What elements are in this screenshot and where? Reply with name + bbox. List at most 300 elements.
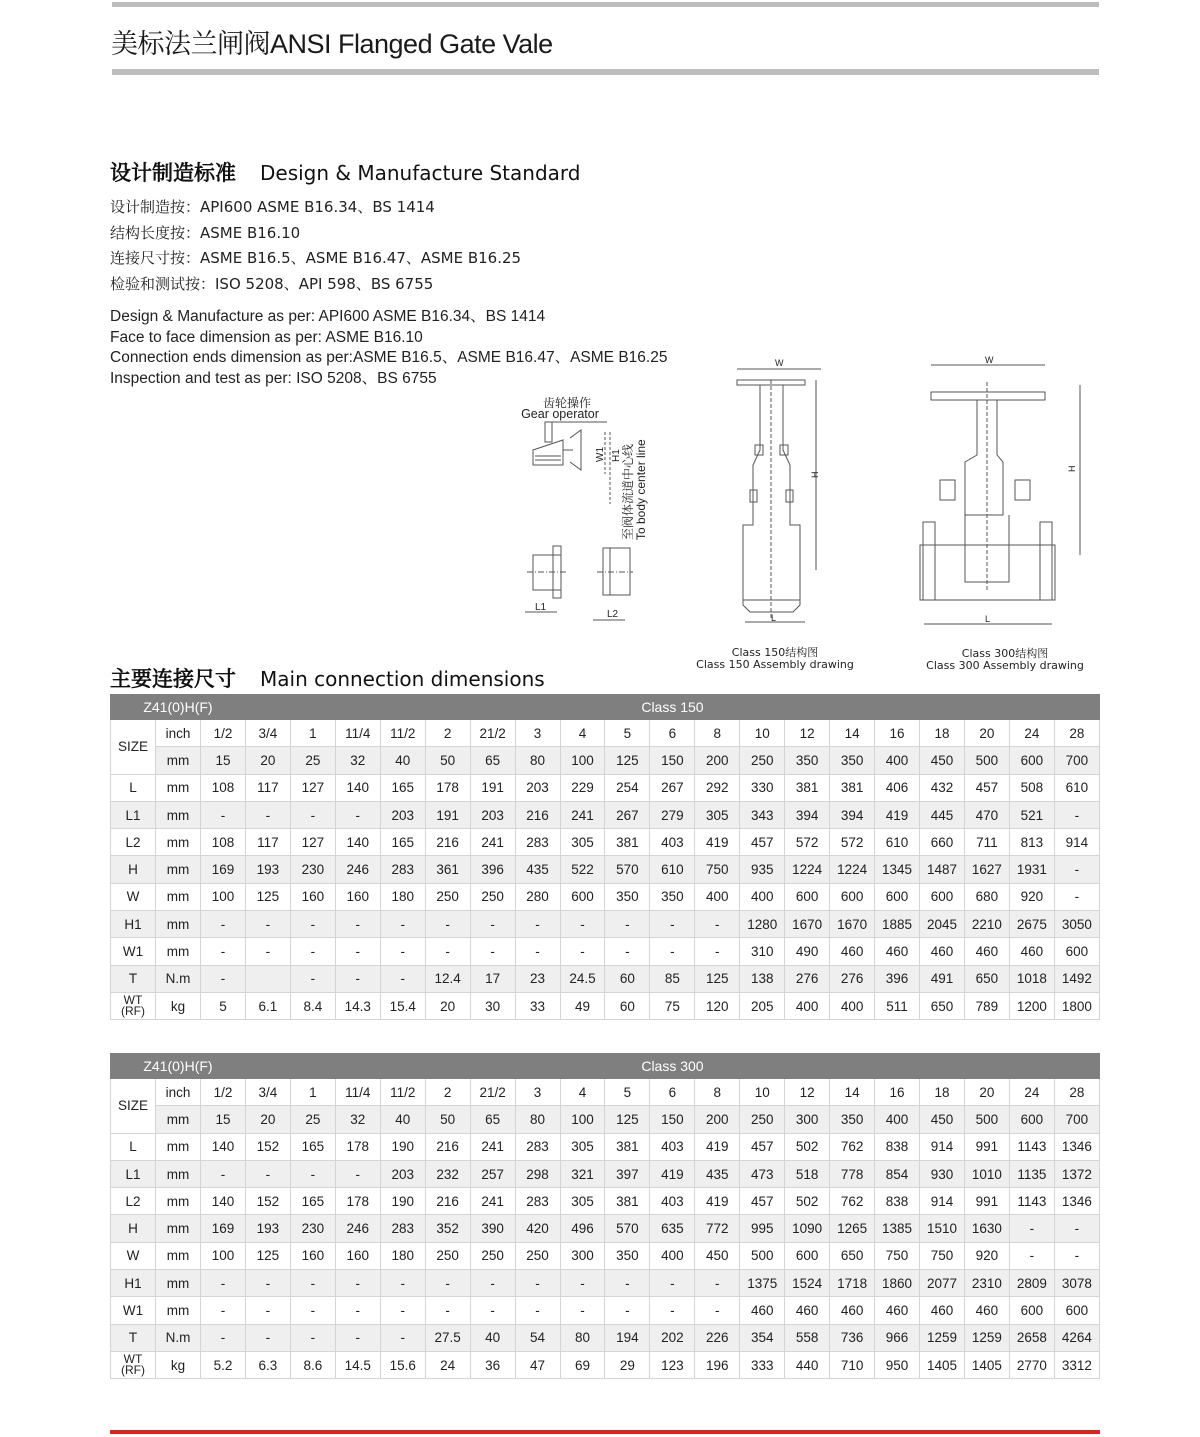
class300-w-label: W bbox=[985, 355, 994, 365]
class300-caption bbox=[915, 648, 1095, 672]
value-cell: - bbox=[605, 1270, 650, 1297]
table-row bbox=[111, 1133, 1100, 1160]
class300-l-label: L bbox=[985, 614, 991, 624]
size-inch-cell: 11/4 bbox=[335, 1079, 380, 1106]
value-cell: 1224 bbox=[785, 856, 830, 883]
value-cell: 178 bbox=[335, 1133, 380, 1160]
value-cell: - bbox=[245, 801, 290, 828]
value-cell: - bbox=[515, 1297, 560, 1324]
value-cell: 1143 bbox=[1009, 1133, 1054, 1160]
value-cell: 160 bbox=[290, 1242, 335, 1269]
table-row bbox=[111, 1242, 1100, 1269]
value-cell: - bbox=[290, 911, 335, 938]
standards-heading-cn: 设计制造标准 bbox=[110, 161, 236, 185]
value-cell: 254 bbox=[605, 774, 650, 801]
value-cell: 120 bbox=[695, 992, 740, 1019]
row-label: H1 bbox=[111, 1270, 156, 1297]
unit-cell: mm bbox=[156, 829, 201, 856]
value-cell: 8.6 bbox=[290, 1351, 335, 1378]
row-label: W1 bbox=[111, 938, 156, 965]
value-cell: 995 bbox=[740, 1215, 785, 1242]
value-cell: 920 bbox=[1009, 883, 1054, 910]
value-cell: 203 bbox=[470, 801, 515, 828]
value-cell: 27.5 bbox=[425, 1324, 470, 1351]
size-mm-cell: 32 bbox=[335, 747, 380, 774]
value-cell: 419 bbox=[695, 829, 740, 856]
size-mm-row bbox=[111, 1106, 1100, 1133]
row-label: H bbox=[111, 1215, 156, 1242]
value-cell: 283 bbox=[515, 1133, 560, 1160]
size-inch-cell: 21/2 bbox=[470, 720, 515, 747]
value-cell: 570 bbox=[605, 1215, 650, 1242]
size-mm-cell: 40 bbox=[380, 1106, 425, 1133]
value-cell: 457 bbox=[964, 774, 1009, 801]
value-cell: 397 bbox=[605, 1160, 650, 1187]
value-cell: 460 bbox=[875, 1297, 920, 1324]
dimensions-heading bbox=[110, 663, 545, 693]
standard-line-cn: 结构长度按：ASME B16.10 bbox=[110, 223, 301, 242]
size-mm-cell: 15 bbox=[201, 1106, 246, 1133]
size-inch-cell: 1/2 bbox=[201, 1079, 246, 1106]
value-cell: 165 bbox=[380, 774, 425, 801]
value-cell: 991 bbox=[964, 1133, 1009, 1160]
unit-cell: mm bbox=[156, 774, 201, 801]
value-cell: 246 bbox=[335, 1215, 380, 1242]
value-cell: 279 bbox=[650, 801, 695, 828]
value-cell: - bbox=[201, 911, 246, 938]
value-cell: 241 bbox=[470, 1188, 515, 1215]
value-cell: 1345 bbox=[875, 856, 920, 883]
value-cell: - bbox=[560, 1270, 605, 1297]
value-cell: 460 bbox=[785, 1297, 830, 1324]
value-cell: 127 bbox=[290, 829, 335, 856]
value-cell: - bbox=[560, 1297, 605, 1324]
row-label: T bbox=[111, 1324, 156, 1351]
value-cell: 361 bbox=[425, 856, 470, 883]
value-cell: - bbox=[335, 1324, 380, 1351]
value-cell: 762 bbox=[830, 1133, 875, 1160]
value-cell: 283 bbox=[515, 829, 560, 856]
value-cell: - bbox=[1054, 801, 1099, 828]
value-cell: 1931 bbox=[1009, 856, 1054, 883]
class300-h-label: H bbox=[1067, 465, 1077, 472]
value-cell: 1630 bbox=[964, 1215, 1009, 1242]
row-label: L2 bbox=[111, 829, 156, 856]
size-mm-cell: 350 bbox=[830, 1106, 875, 1133]
class150-w-label: W bbox=[775, 358, 784, 368]
value-cell: 600 bbox=[1009, 1297, 1054, 1324]
value-cell: 1385 bbox=[875, 1215, 920, 1242]
value-cell: 457 bbox=[740, 1188, 785, 1215]
value-cell: 203 bbox=[515, 774, 560, 801]
value-cell: 914 bbox=[920, 1133, 965, 1160]
unit-cell: inch bbox=[156, 720, 201, 747]
value-cell: 160 bbox=[335, 883, 380, 910]
unit-cell: mm bbox=[156, 1160, 201, 1187]
value-cell: 750 bbox=[920, 1242, 965, 1269]
value-cell: - bbox=[425, 938, 470, 965]
value-cell: 490 bbox=[785, 938, 830, 965]
value-cell: 333 bbox=[740, 1351, 785, 1378]
standard-line-cn: 设计制造按：API600 ASME B16.34、BS 1414 bbox=[110, 198, 435, 216]
value-cell: 508 bbox=[1009, 774, 1054, 801]
size-mm-cell: 400 bbox=[875, 747, 920, 774]
size-mm-cell: 125 bbox=[605, 747, 650, 774]
value-cell: 117 bbox=[245, 829, 290, 856]
table-row bbox=[111, 856, 1100, 883]
unit-cell: mm bbox=[156, 1242, 201, 1269]
value-cell: 1885 bbox=[875, 911, 920, 938]
size-inch-cell: 11/4 bbox=[335, 720, 380, 747]
center-cn-label: 至阀体流道中心线 bbox=[621, 443, 635, 540]
value-cell bbox=[245, 965, 290, 992]
value-cell: 460 bbox=[830, 938, 875, 965]
value-cell: - bbox=[201, 1270, 246, 1297]
value-cell: 23 bbox=[515, 965, 560, 992]
value-cell: 80 bbox=[560, 1324, 605, 1351]
value-cell: 813 bbox=[1009, 829, 1054, 856]
value-cell: 3078 bbox=[1054, 1270, 1099, 1297]
value-cell: 400 bbox=[740, 883, 785, 910]
size-mm-cell: 150 bbox=[650, 747, 695, 774]
value-cell: 14.5 bbox=[335, 1351, 380, 1378]
size-mm-cell: 500 bbox=[964, 747, 1009, 774]
size-inch-cell: 4 bbox=[560, 720, 605, 747]
value-cell: 610 bbox=[875, 829, 920, 856]
value-cell: 24 bbox=[425, 1351, 470, 1378]
table-row bbox=[111, 1215, 1100, 1242]
size-inch-cell: 1 bbox=[290, 720, 335, 747]
value-cell: - bbox=[290, 1297, 335, 1324]
size-inch-cell: 20 bbox=[964, 720, 1009, 747]
value-cell: 257 bbox=[470, 1160, 515, 1187]
value-cell: 15.4 bbox=[380, 992, 425, 1019]
value-cell: 460 bbox=[1009, 938, 1054, 965]
value-cell: 1010 bbox=[964, 1160, 1009, 1187]
title-rule bbox=[112, 69, 1099, 75]
value-cell: 381 bbox=[605, 829, 650, 856]
value-cell: 991 bbox=[964, 1188, 1009, 1215]
value-cell: 241 bbox=[560, 801, 605, 828]
value-cell: - bbox=[290, 1270, 335, 1297]
value-cell: 419 bbox=[695, 1188, 740, 1215]
unit-cell: mm bbox=[156, 1270, 201, 1297]
value-cell: 403 bbox=[650, 1133, 695, 1160]
value-cell: 267 bbox=[650, 774, 695, 801]
value-cell: - bbox=[470, 1297, 515, 1324]
value-cell: 381 bbox=[785, 774, 830, 801]
size-inch-cell: 8 bbox=[695, 1079, 740, 1106]
value-cell: 1375 bbox=[740, 1270, 785, 1297]
size-inch-cell: 14 bbox=[830, 720, 875, 747]
size-inch-cell: 24 bbox=[1009, 1079, 1054, 1106]
value-cell: 600 bbox=[875, 883, 920, 910]
value-cell: 6.3 bbox=[245, 1351, 290, 1378]
table-row bbox=[111, 829, 1100, 856]
unit-cell: mm bbox=[156, 1297, 201, 1324]
value-cell: 178 bbox=[425, 774, 470, 801]
value-cell: 435 bbox=[515, 856, 560, 883]
unit-cell: mm bbox=[156, 883, 201, 910]
l1-label: L1 bbox=[535, 602, 547, 613]
top-rule bbox=[112, 2, 1099, 7]
value-cell: 165 bbox=[290, 1133, 335, 1160]
value-cell: - bbox=[650, 1270, 695, 1297]
size-mm-cell: 20 bbox=[245, 1106, 290, 1133]
value-cell: - bbox=[605, 938, 650, 965]
class150-dimension-table bbox=[110, 694, 1100, 1020]
value-cell: 343 bbox=[740, 801, 785, 828]
value-cell: - bbox=[335, 1160, 380, 1187]
value-cell: 2658 bbox=[1009, 1324, 1054, 1351]
value-cell: - bbox=[650, 1297, 695, 1324]
size-mm-cell: 125 bbox=[605, 1106, 650, 1133]
value-cell: 1090 bbox=[785, 1215, 830, 1242]
unit-cell: N.m bbox=[156, 1324, 201, 1351]
value-cell: 1346 bbox=[1054, 1188, 1099, 1215]
value-cell: 180 bbox=[380, 883, 425, 910]
value-cell: 762 bbox=[830, 1188, 875, 1215]
size-inch-cell: 2 bbox=[425, 1079, 470, 1106]
value-cell: 396 bbox=[470, 856, 515, 883]
value-cell: - bbox=[515, 938, 560, 965]
value-cell: 502 bbox=[785, 1188, 830, 1215]
value-cell: 521 bbox=[1009, 801, 1054, 828]
value-cell: 40 bbox=[470, 1324, 515, 1351]
value-cell: - bbox=[380, 938, 425, 965]
value-cell: 381 bbox=[605, 1188, 650, 1215]
value-cell: 680 bbox=[964, 883, 1009, 910]
value-cell: 778 bbox=[830, 1160, 875, 1187]
value-cell: 17 bbox=[470, 965, 515, 992]
size-inch-cell: 3/4 bbox=[245, 720, 290, 747]
value-cell: - bbox=[245, 1324, 290, 1351]
class150-caption-cn: Class 150结构图 bbox=[731, 646, 819, 659]
size-inch-cell: 28 bbox=[1054, 720, 1099, 747]
size-mm-cell: 50 bbox=[425, 1106, 470, 1133]
value-cell: 2045 bbox=[920, 911, 965, 938]
value-cell: 750 bbox=[695, 856, 740, 883]
standard-line-en: Face to face dimension as per: ASME B16.10 bbox=[110, 328, 423, 346]
value-cell: 460 bbox=[920, 1297, 965, 1324]
value-cell: - bbox=[335, 801, 380, 828]
size-mm-cell: 700 bbox=[1054, 1106, 1099, 1133]
size-inch-cell: 16 bbox=[875, 1079, 920, 1106]
value-cell: 491 bbox=[920, 965, 965, 992]
value-cell: 400 bbox=[830, 992, 875, 1019]
value-cell: 914 bbox=[920, 1188, 965, 1215]
dimensions-heading-en: Main connection dimensions bbox=[260, 667, 545, 691]
size-mm-cell: 25 bbox=[290, 747, 335, 774]
size-label: SIZE bbox=[111, 1079, 156, 1134]
value-cell: - bbox=[605, 1297, 650, 1324]
size-mm-cell: 350 bbox=[785, 747, 830, 774]
value-cell: - bbox=[470, 911, 515, 938]
standard-line-en: Design & Manufacture as per: API600 ASME B16.34、BS 1414 bbox=[110, 308, 546, 325]
value-cell: - bbox=[290, 938, 335, 965]
value-cell: 49 bbox=[560, 992, 605, 1019]
value-cell: 193 bbox=[245, 856, 290, 883]
unit-cell: mm bbox=[156, 801, 201, 828]
value-cell: - bbox=[1009, 1215, 1054, 1242]
row-label: W1 bbox=[111, 1297, 156, 1324]
value-cell: - bbox=[560, 938, 605, 965]
value-cell: 193 bbox=[245, 1215, 290, 1242]
value-cell: 190 bbox=[380, 1188, 425, 1215]
table-row bbox=[111, 1324, 1100, 1351]
value-cell: 750 bbox=[875, 1242, 920, 1269]
value-cell: 935 bbox=[740, 856, 785, 883]
value-cell: 152 bbox=[245, 1188, 290, 1215]
value-cell: - bbox=[605, 911, 650, 938]
value-cell: - bbox=[245, 938, 290, 965]
value-cell: 246 bbox=[335, 856, 380, 883]
value-cell: 203 bbox=[380, 1160, 425, 1187]
value-cell: 406 bbox=[875, 774, 920, 801]
value-cell: 125 bbox=[245, 883, 290, 910]
value-cell: 558 bbox=[785, 1324, 830, 1351]
value-cell: 420 bbox=[515, 1215, 560, 1242]
value-cell: - bbox=[695, 911, 740, 938]
size-mm-row bbox=[111, 747, 1100, 774]
value-cell: 403 bbox=[650, 829, 695, 856]
value-cell: 216 bbox=[515, 801, 560, 828]
value-cell: 396 bbox=[875, 965, 920, 992]
value-cell: 125 bbox=[245, 1242, 290, 1269]
value-cell: 229 bbox=[560, 774, 605, 801]
value-cell: 381 bbox=[605, 1133, 650, 1160]
value-cell: 1259 bbox=[920, 1324, 965, 1351]
value-cell: - bbox=[290, 1324, 335, 1351]
w1-label: W1 bbox=[595, 447, 606, 462]
value-cell: 117 bbox=[245, 774, 290, 801]
table-row bbox=[111, 938, 1100, 965]
value-cell: - bbox=[201, 1297, 246, 1324]
value-cell: 1259 bbox=[964, 1324, 1009, 1351]
value-cell: 838 bbox=[875, 1188, 920, 1215]
value-cell: 650 bbox=[920, 992, 965, 1019]
value-cell: 69 bbox=[560, 1351, 605, 1378]
row-label: L bbox=[111, 774, 156, 801]
value-cell: - bbox=[380, 1297, 425, 1324]
unit-cell: kg bbox=[156, 1351, 201, 1378]
value-cell: 4264 bbox=[1054, 1324, 1099, 1351]
value-cell: 226 bbox=[695, 1324, 740, 1351]
table-row bbox=[111, 1351, 1100, 1378]
value-cell: - bbox=[245, 1270, 290, 1297]
value-cell: 60 bbox=[605, 992, 650, 1019]
size-mm-cell: 600 bbox=[1009, 747, 1054, 774]
l1-detail-drawing bbox=[525, 546, 567, 613]
size-mm-cell: 200 bbox=[695, 1106, 740, 1133]
value-cell: 650 bbox=[830, 1242, 875, 1269]
size-inch-cell: 6 bbox=[650, 720, 695, 747]
unit-cell: inch bbox=[156, 1079, 201, 1106]
value-cell: - bbox=[470, 938, 515, 965]
value-cell: 140 bbox=[201, 1133, 246, 1160]
value-cell: - bbox=[335, 1270, 380, 1297]
standards-heading bbox=[110, 157, 580, 187]
value-cell: 276 bbox=[785, 965, 830, 992]
value-cell: 650 bbox=[964, 965, 1009, 992]
value-cell: 250 bbox=[470, 1242, 515, 1269]
value-cell: 178 bbox=[335, 1188, 380, 1215]
value-cell: 419 bbox=[695, 1133, 740, 1160]
table-row bbox=[111, 965, 1100, 992]
value-cell: - bbox=[201, 1160, 246, 1187]
size-inch-cell: 8 bbox=[695, 720, 740, 747]
class150-valve-drawing bbox=[737, 358, 821, 623]
value-cell: 635 bbox=[650, 1215, 695, 1242]
value-cell: 2210 bbox=[964, 911, 1009, 938]
class150-h-label: H bbox=[810, 471, 820, 478]
table-row bbox=[111, 1270, 1100, 1297]
size-inch-cell: 24 bbox=[1009, 720, 1054, 747]
value-cell: 250 bbox=[425, 883, 470, 910]
size-inch-cell: 5 bbox=[605, 1079, 650, 1106]
h1-label: H1 bbox=[611, 449, 622, 462]
value-cell: 403 bbox=[650, 1188, 695, 1215]
size-mm-cell: 450 bbox=[920, 1106, 965, 1133]
value-cell: 241 bbox=[470, 1133, 515, 1160]
value-cell: 191 bbox=[470, 774, 515, 801]
value-cell: 610 bbox=[1054, 774, 1099, 801]
value-cell: 250 bbox=[425, 1242, 470, 1269]
size-mm-cell: 15 bbox=[201, 747, 246, 774]
value-cell: - bbox=[650, 938, 695, 965]
value-cell: 950 bbox=[875, 1351, 920, 1378]
value-cell: 29 bbox=[605, 1351, 650, 1378]
size-mm-cell: 600 bbox=[1009, 1106, 1054, 1133]
value-cell: 914 bbox=[1054, 829, 1099, 856]
size-mm-cell: 300 bbox=[785, 1106, 830, 1133]
value-cell: 152 bbox=[245, 1133, 290, 1160]
value-cell: 1524 bbox=[785, 1270, 830, 1297]
value-cell: 460 bbox=[875, 938, 920, 965]
value-cell: 572 bbox=[785, 829, 830, 856]
value-cell: 390 bbox=[470, 1215, 515, 1242]
size-inch-row bbox=[111, 1079, 1100, 1106]
size-mm-cell: 500 bbox=[964, 1106, 1009, 1133]
value-cell: - bbox=[695, 938, 740, 965]
value-cell: 394 bbox=[785, 801, 830, 828]
value-cell: 230 bbox=[290, 856, 335, 883]
value-cell: 15.6 bbox=[380, 1351, 425, 1378]
value-cell: 75 bbox=[650, 992, 695, 1019]
class150-l-label: L bbox=[771, 613, 777, 623]
standard-line-en: Inspection and test as per: ISO 5208、BS 6755 bbox=[110, 369, 437, 387]
unit-cell: mm bbox=[156, 938, 201, 965]
value-cell: 400 bbox=[695, 883, 740, 910]
row-label: L1 bbox=[111, 801, 156, 828]
value-cell: 33 bbox=[515, 992, 560, 1019]
value-cell: 321 bbox=[560, 1160, 605, 1187]
size-inch-cell: 6 bbox=[650, 1079, 695, 1106]
value-cell: - bbox=[290, 801, 335, 828]
value-cell: 1135 bbox=[1009, 1160, 1054, 1187]
bottom-accent-rule bbox=[110, 1430, 1100, 1434]
value-cell: - bbox=[515, 1270, 560, 1297]
value-cell: - bbox=[201, 1324, 246, 1351]
value-cell: - bbox=[650, 911, 695, 938]
value-cell: 350 bbox=[650, 883, 695, 910]
value-cell: 473 bbox=[740, 1160, 785, 1187]
value-cell: 20 bbox=[425, 992, 470, 1019]
standard-line-cn: 连接尺寸按：ASME B16.5、ASME B16.47、ASME B16.25 bbox=[110, 249, 522, 268]
value-cell: 354 bbox=[740, 1324, 785, 1351]
value-cell: 1200 bbox=[1009, 992, 1054, 1019]
gear-en-label: Gear operator bbox=[521, 407, 599, 421]
